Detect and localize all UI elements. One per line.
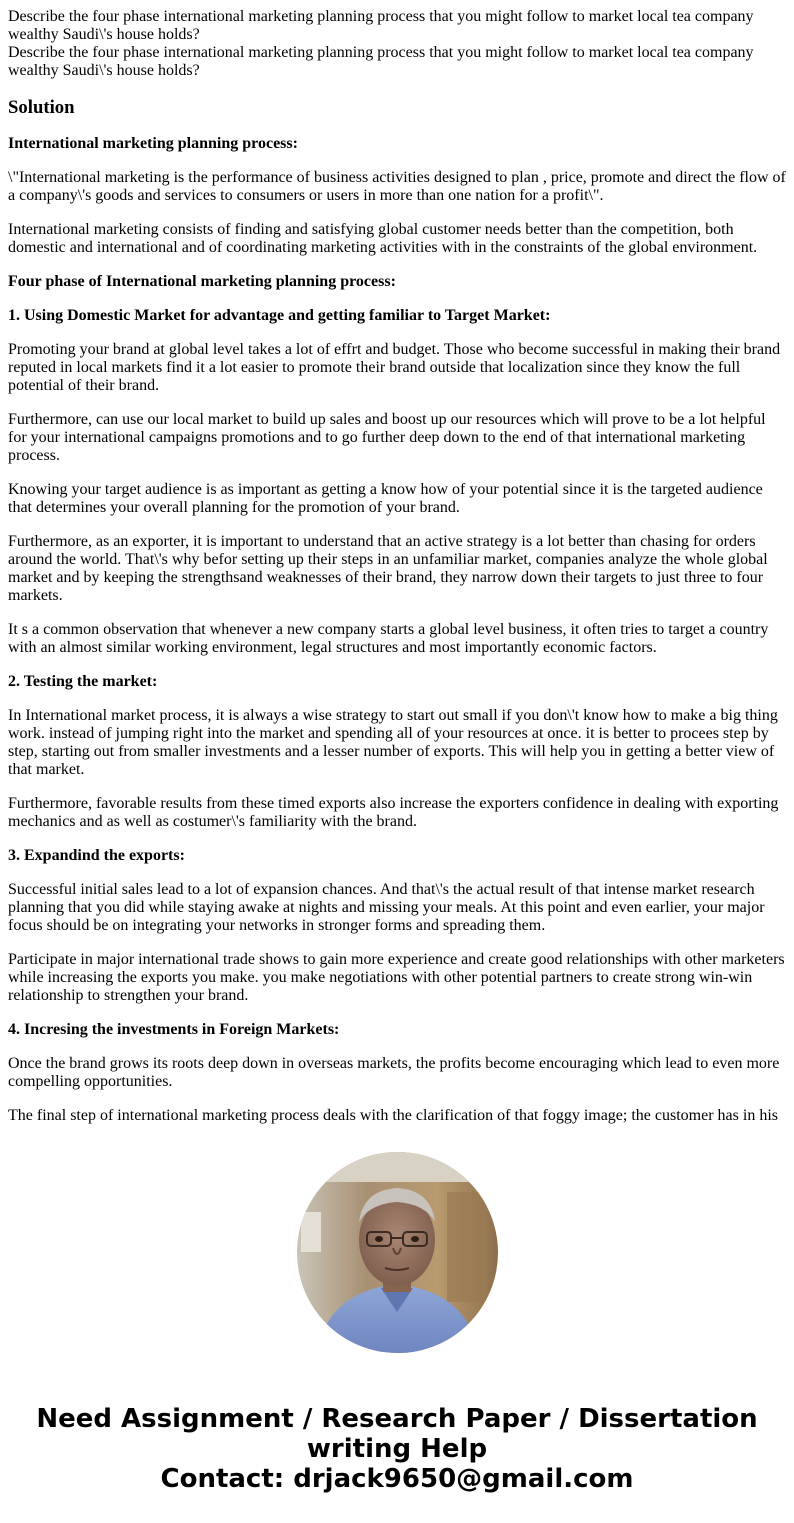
solution-body bbox=[8, 135, 786, 1124]
paragraph: International marketing consists of finding and satisfying global customer needs better than the competition, both domestic and international and of coordinating marketing activities with in the constraints of the global environment. bbox=[8, 221, 758, 256]
section-heading: 4. Incresing the investments in Foreign Markets: bbox=[8, 1021, 340, 1038]
paragraph: Furthermore, favorable results from these timed exports also increase the exporters confidence in dealing with exporting mechanics and as well as costumer\'s familiarity with the brand. bbox=[8, 795, 779, 830]
section-heading: Four phase of International marketing planning process: bbox=[8, 273, 396, 290]
paragraph: \"International marketing is the performance of business activities designed to plan , price, promote and direct the flow of a company\'s goods and services to consumers or users in more than one nation for a profit\". bbox=[8, 169, 786, 204]
section-heading: International marketing planning process: bbox=[8, 135, 298, 152]
promo-line: writing Help bbox=[306, 1434, 488, 1464]
question-text: Describe the four phase international marketing planning process that you might follow to market local tea company wealthy Saudi\'s house holds? bbox=[8, 44, 754, 79]
promo-line: Need Assignment / Research Paper / Dissertation bbox=[36, 1404, 758, 1434]
section-heading: 2. Testing the market: bbox=[8, 673, 158, 690]
paragraph: Promoting your brand at global level takes a lot of effrt and budget. Those who become successful in making their brand reputed in local markets find it a lot easier to promote their brand outside that localization since they know the full potential of their brand. bbox=[8, 341, 781, 394]
paragraph: It s a common observation that whenever a new company starts a global level business, it often tries to target a country with an almost similar working environment, legal structures and most importantly economic factors. bbox=[8, 621, 769, 656]
section-heading: 1. Using Domestic Market for advantage and getting familiar to Target Market: bbox=[8, 307, 551, 324]
question-text: Describe the four phase international marketing planning process that you might follow to market local tea company wealthy Saudi\'s house holds? bbox=[8, 8, 754, 43]
paragraph: Once the brand grows its roots deep down in overseas markets, the profits become encouraging which lead to even more compelling opportunities. bbox=[8, 1055, 780, 1090]
paragraph: The final step of international marketing process deals with the clarification of that foggy image; the customer has in his bbox=[8, 1107, 778, 1124]
paragraph: Furthermore, can use our local market to build up sales and boost up our resources which will prove to be a lot helpful for your international campaigns promotions and to go further deep down to the end of that international marketing process. bbox=[8, 411, 766, 464]
author-photo bbox=[297, 1152, 498, 1353]
solution-heading: Solution bbox=[8, 97, 75, 118]
author-avatar bbox=[297, 1152, 498, 1353]
paragraph: In International market process, it is always a wise strategy to start out small if you don\'t know how to make a big thing work. instead of jumping right into the market and spending all of your resources at once. it is better to procees step by step, starting out from smaller investments and a lesser number of exports. This will help you in getting a better view of that market. bbox=[8, 707, 778, 778]
promo-banner bbox=[0, 1404, 794, 1494]
paragraph: Successful initial sales lead to a lot of expansion chances. And that\'s the actual result of that intense market research planning that you did while staying awake at nights and missing your meals. At this point and even earlier, your major focus should be on integrating your networks in stronger forms and spreading them. bbox=[8, 881, 765, 934]
promo-contact: Contact: drjack9650@gmail.com bbox=[160, 1464, 634, 1494]
paragraph: Knowing your target audience is as important as getting a know how of your potential since it is the targeted audience that determines your overall planning for the promotion of your brand. bbox=[8, 481, 763, 516]
paragraph: Furthermore, as an exporter, it is important to understand that an active strategy is a lot better than chasing for orders around the world. That\'s why befor setting up their steps in an unfamiliar market, companies analyze the whole global market and by keeping the strengthsand weaknesses of their brand, they narrow down their targets to just three to four markets. bbox=[8, 533, 768, 604]
section-heading: 3. Expandind the exports: bbox=[8, 847, 185, 864]
paragraph: Participate in major international trade shows to gain more experience and create good relationships with other marketers while increasing the exports you make. you make negotiations with other potential partners to create strong win-win relationship to strengthen your brand. bbox=[8, 951, 785, 1004]
article-content bbox=[8, 0, 786, 1124]
